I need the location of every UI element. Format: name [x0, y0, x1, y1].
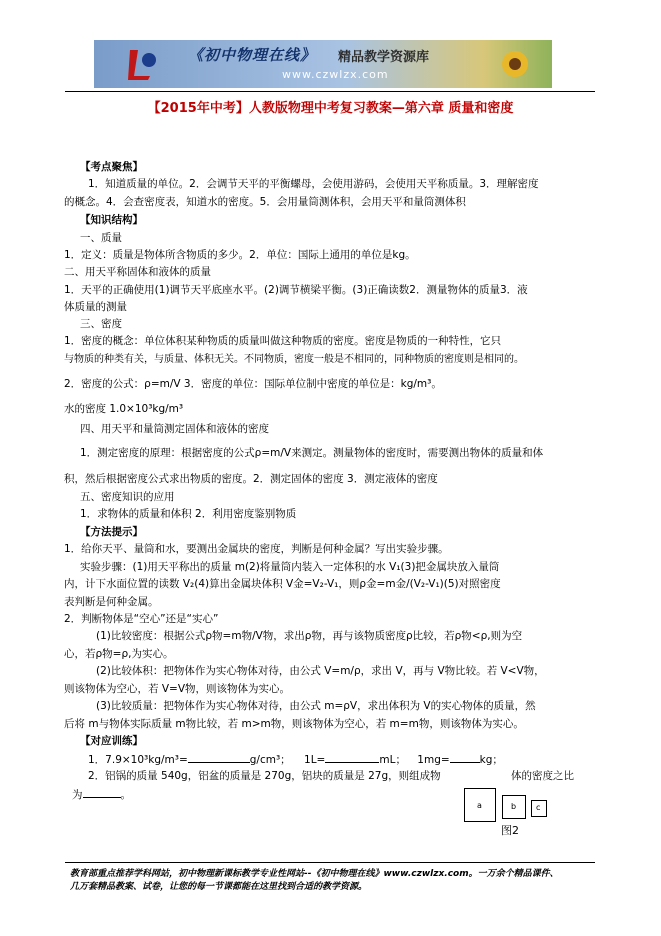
answer-blank[interactable]: [450, 752, 480, 763]
answer-blank[interactable]: [325, 752, 379, 763]
text-line: 与物质的种类有关，与质量、体积无关。不同物质，密度一般是不相同的，同种物质的密度则是相同的。: [64, 354, 524, 365]
text-line: 1．定义：质量是物体所含物质的多少。2．单位：国际上通用的单位是kg。: [64, 249, 416, 261]
section-heading: 【知识结构】: [80, 214, 143, 226]
exercise-2-answer: [72, 787, 131, 802]
text-line: 1．知道质量的单位。2．会调节天平的平衡螺母，会使用游码，会使用天平称质量。3．理解密度: [88, 178, 539, 190]
figure-label: a: [477, 801, 482, 810]
text-line: 表判断是何种金属。: [64, 596, 159, 608]
banner-subtitle: 精品教学资源库: [338, 50, 430, 65]
text-line: (1)比较密度：根据公式ρ物=m物/V物，求出ρ物，再与该物质密度ρ比较，若ρ物<ρ,则为空: [96, 630, 523, 642]
text-line: (3)比较质量：把物体作为实心物体对待，由公式 m=ρV，求出体积为 V的实心物体的质量，然: [96, 700, 536, 712]
exercise-text: kg；: [479, 754, 503, 766]
answer-blank[interactable]: [83, 787, 121, 798]
answer-blank[interactable]: [188, 752, 250, 763]
text-line: 1．密度的概念：单位体积某种物质的质量叫做这种物质的密度。密度是物质的一种特性，它只: [64, 335, 502, 347]
footer-divider: [65, 862, 595, 863]
text-line: 四、用天平和量筒测定固体和液体的密度: [80, 423, 269, 435]
figure-box-b: [502, 795, 526, 819]
header-divider: [65, 91, 595, 92]
text-line: 二、用天平称固体和液体的质量: [64, 266, 211, 278]
footer-line: 教育部重点推荐学科网站，初中物理新课标教学专业性网站--《初中物理在线》www.czwlzx.com。一万余个精品课件、: [70, 869, 559, 879]
header-banner: [94, 40, 552, 88]
figure-box-a: [464, 788, 496, 822]
section-heading: 【方法提示】: [80, 526, 143, 538]
exercise-text: mL；: [379, 754, 406, 766]
text-line: 一、质量: [80, 232, 122, 244]
section-heading: 【考点聚焦】: [80, 161, 143, 173]
logo-icon: [124, 46, 158, 82]
text-line: 三、密度: [80, 318, 122, 330]
text-line: 体质量的测量: [64, 301, 127, 313]
text-line: (2)比较体积：把物体作为实心物体对待，由公式 V=m/ρ，求出 V，再与 V物比较。若 V<V物，: [96, 665, 545, 677]
figure-label: b: [511, 802, 517, 811]
exercise-text: 为: [72, 789, 83, 801]
text-line: 2．判断物体是“空心”还是“实心”: [64, 613, 219, 625]
text-line: 内，计下水面位置的读数 V₂(4)算出金属块体积 V金=V₂-V₁，则ρ金=m金/(V₂-V₁)(5)对照密度: [64, 578, 501, 590]
text-line: 则该物体为空心，若 V=V物，则该物体为实心。: [64, 683, 291, 695]
figure-box-c: [531, 800, 547, 817]
text-line: 1．求物体的质量和体积 2．利用密度鉴别物质: [80, 508, 297, 520]
banner-title: 《初中物理在线》: [188, 46, 317, 64]
banner-url[interactable]: www.czwlzx.com: [282, 68, 389, 81]
text-line: 五、密度知识的应用: [80, 491, 175, 503]
text-line: 1．给你天平、量筒和水，要测出金属块的密度，判断是何种金属？写出实验步骤。: [64, 543, 449, 555]
page-title: 【2015年中考】人教版物理中考复习教案—第六章 质量和密度: [147, 101, 514, 116]
text-line: 后将 m与物体实际质量 m物比较，若 m>m物，则该物体为空心，若 m=m物，则该物体为实心。: [64, 718, 524, 730]
text-line: 心，若ρ物=ρ,为实心。: [64, 648, 174, 660]
text-line: 1．天平的正确使用(1)调节天平底座水平。(2)调节横梁平衡。(3)正确读数2．测量物体的质量3．液: [64, 284, 528, 296]
text-line: 实验步骤：(1)用天平称出的质量 m(2)将量筒内装入一定体积的水 V₁(3)把金属块放入量筒: [80, 561, 500, 573]
figure-caption: 图2: [501, 824, 519, 837]
text-line: 体的密度之比: [511, 770, 574, 782]
exercise-text: g/cm³；: [249, 754, 291, 766]
text-line: 的概念。4．会查密度表，知道水的密度。5．会用量筒测体积，会用天平和量筒测体积: [64, 196, 466, 208]
exercise-text: 1．7.9×10³kg/m³=: [88, 754, 188, 766]
footer-line: 几万套精品教案、试卷，让您的每一节课都能在这里找到合适的教学资源。: [70, 882, 368, 892]
sunflower-icon: [499, 48, 531, 80]
figure-label: c: [536, 803, 541, 812]
section-heading: 【对应训练】: [80, 735, 143, 747]
text-line: 1．测定密度的原理：根据密度的公式ρ=m/V来测定。测量物体的密度时，需要测出物体的质量和体: [80, 447, 544, 459]
exercise-text: 1L=: [304, 754, 326, 766]
text-line: 积，然后根据密度公式求出物质的密度。2．测定固体的密度 3．测定液体的密度: [64, 473, 438, 485]
text-line: 2．密度的公式：ρ=m/V 3．密度的单位：国际单位制中密度的单位是：kg/m³。: [64, 378, 442, 390]
exercise-1: [88, 752, 503, 767]
exercise-text: 1mg=: [417, 754, 450, 766]
exercise-text: 。: [120, 789, 131, 801]
text-line: 水的密度 1.0×10³kg/m³: [64, 403, 184, 415]
text-line: 2．铝锅的质量 540g，铝盆的质量是 270g，铝块的质量是 27g，则组成物: [88, 770, 441, 782]
